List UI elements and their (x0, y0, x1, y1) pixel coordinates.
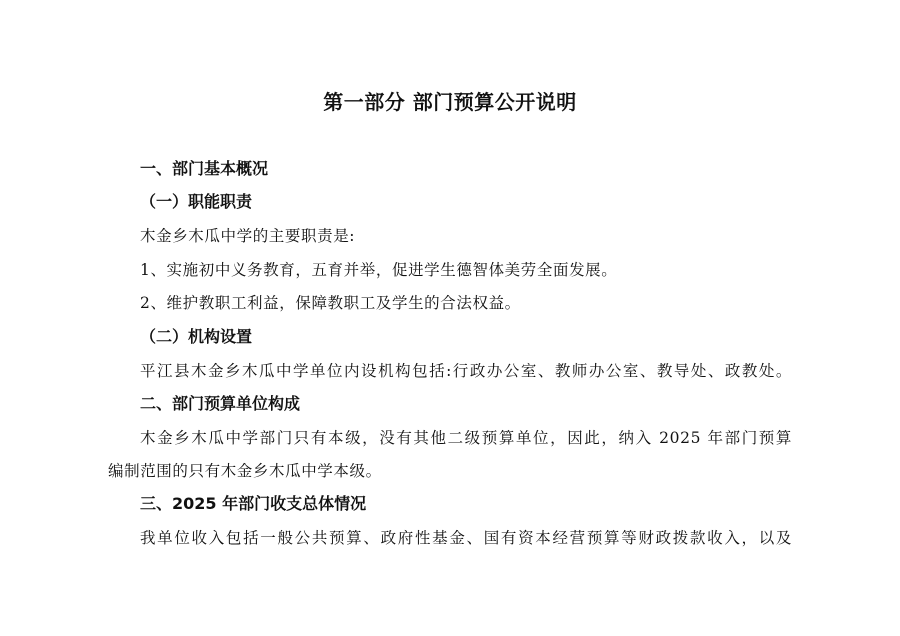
budget-units-text-line-2: 编制范围的只有木金乡木瓜中学本级。 (108, 462, 382, 480)
duty-item-1: 1、实施初中义务教育，五育并举，促进学生德智体美劳全面发展。 (140, 261, 618, 279)
page-title: 第一部分 部门预算公开说明 (323, 90, 577, 114)
budget-units-text-line-1: 木金乡木瓜中学部门只有本级，没有其他二级预算单位，因此，纳入 2025 年部门预算 (140, 429, 792, 447)
subsection-heading-duties: （一）职能职责 (140, 192, 253, 211)
income-expense-text-line-1: 我单位收入包括一般公共预算、政府性基金、国有资本经营预算等财政拨款收入，以及 (140, 529, 792, 547)
subsection-heading-organization: （二）机构设置 (140, 327, 253, 346)
duty-item-2: 2、维护教职工利益，保障教职工及学生的合法权益。 (140, 294, 521, 312)
section-heading-income-expense: 三、2025 年部门收支总体情况 (140, 494, 367, 513)
section-heading-budget-units: 二、部门预算单位构成 (140, 394, 301, 413)
duties-intro-text: 木金乡木瓜中学的主要职责是: (140, 227, 356, 245)
section-heading-basic-overview: 一、部门基本概况 (140, 159, 269, 178)
organization-text: 平江县木金乡木瓜中学单位内设机构包括:行政办公室、教师办公室、教导处、政教处。 (140, 362, 792, 380)
